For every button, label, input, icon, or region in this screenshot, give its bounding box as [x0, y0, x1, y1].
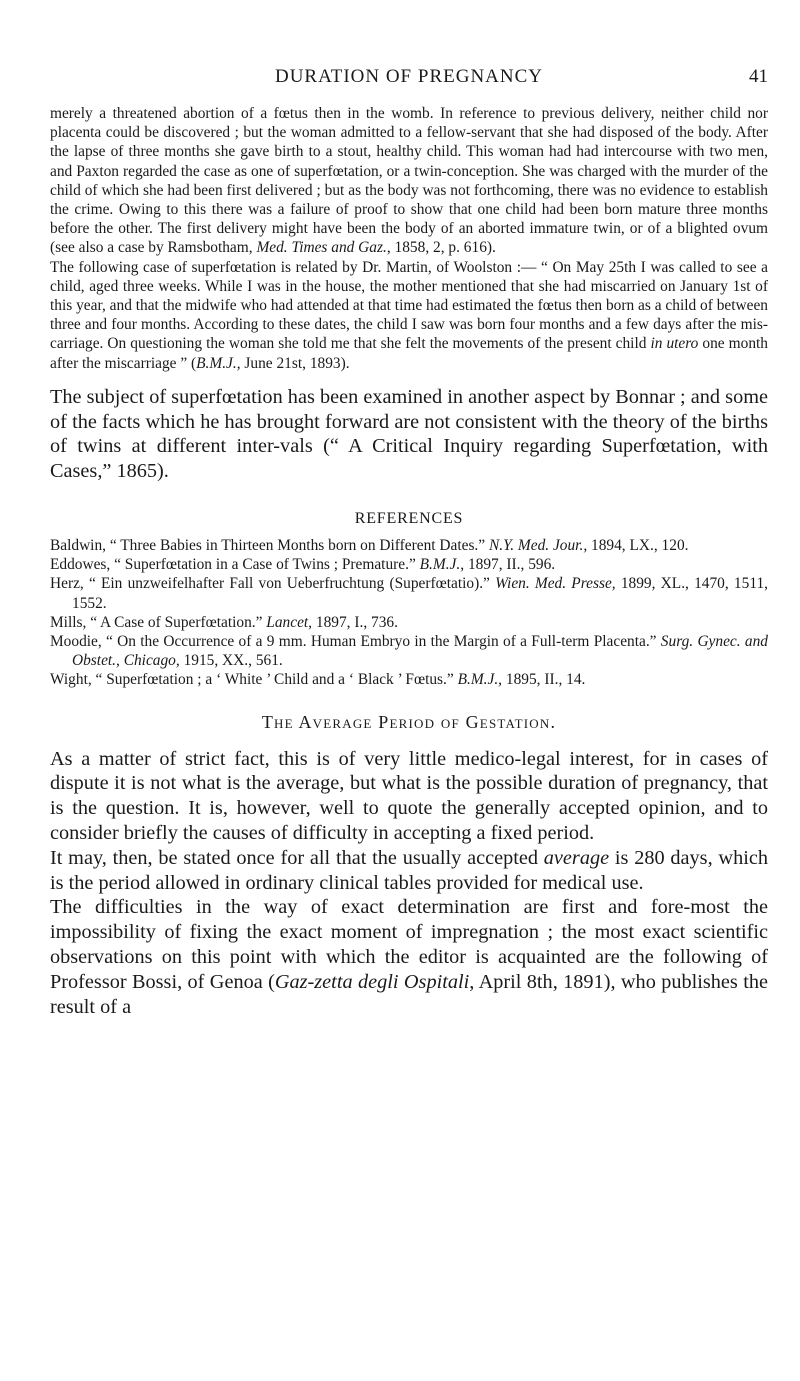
- journal-citation: B.M.J.: [196, 354, 237, 372]
- bonnar-paragraph: The subject of superfœtation has been examined in another aspect by Bonnar ; and some of the facts which he has brought forward are not consistent with the theory of the births of twins at different inter-vals (“ A Critical Inquiry regarding Superfœtation, with Cases,” 1865).: [50, 385, 768, 483]
- reference-item: Baldwin, “ Three Babies in Thirteen Months born on Different Dates.” N.Y. Med. Jour., 1894, LX., 120.: [50, 537, 689, 555]
- journal-citation: Med. Times and Gaz.: [256, 239, 387, 257]
- book-page: [50, 66, 768, 1019]
- emphasis-average: average: [543, 846, 610, 869]
- latin-phrase: in utero: [650, 335, 699, 353]
- page-number: 41: [749, 66, 768, 87]
- martin-text: The following case of superfœtation is related by Dr. Martin, of Woolston :— “ On May 25th I was called to see a child, aged three weeks. While I was in the house, the mother mentioned that she had miscarried on January 1st of this year, and that the midwife who had attended at that time had estimated the fœtus then born as a child of between three and four months. According to these dates, the child I saw was born four months and a few days after the mis-carriage. On questioning the woman she told me that she felt the movements of the present child: [50, 258, 768, 353]
- citation-details: , 1858, 2, p. 616).: [386, 239, 496, 257]
- case-paragraph-martin: [50, 258, 768, 373]
- gestation-paragraph-2: It may, then, be stated once for all that the usually accepted average is 280 days, which is the period allowed in ordinary clinical tables provided for medical use.: [50, 846, 768, 894]
- case-paragraph-paxton: [50, 104, 768, 258]
- references-heading: REFERENCES: [354, 510, 464, 528]
- gestation-paragraph-1: As a matter of strict fact, this is of very little medico-legal interest, for in cases of dispute it is not what is the average, but what is the possible duration of pregnancy, that is the question. It is, however, well to quote the generally accepted opinion, and to consider briefly the causes of difficulty in accepting a fixed period.: [50, 747, 768, 845]
- reference-item: Wight, “ Superfœtation ; a ‘ White ’ Child and a ‘ Black ’ Fœtus.” B.M.J., 1895, II., 14.: [50, 671, 586, 689]
- citation-details: , June 21st, 1893).: [236, 354, 350, 372]
- martin-text-cont: one month after the miscarriage ” (: [50, 335, 768, 372]
- running-head: [50, 66, 768, 94]
- reference-item: Mills, “ A Case of Superfœtation.” Lancet, 1897, I., 736.: [50, 613, 398, 631]
- paxton-text: merely a threatened abortion of a fœtus then in the womb. In reference to previous delivery, neither child nor placenta could be discovered ; but the woman admitted to a fellow-servant that she had disposed of the body. After the lapse of three months she gave birth to a stout, healthy child. This woman had had intercourse with two men, and Paxton regarded the case as one of superfœtation, or a twin-conception. She was charged with the murder of the child of which she had been first delivered ; but as the body was not forthcoming, there was no evidence to establish the crime. Owing to this there was a failure of proof to show that one child had been born mature three months before the other. The first delivery might have been the body of an aborted immature twin, or of a blighted ovum (see also a case by Ramsbotham,: [50, 105, 768, 257]
- journal-citation: Gaz-zetta degli Ospitali: [274, 970, 470, 993]
- reference-item: Herz, “ Ein unzweifelhafter Fall von Ueberfruchtung (Superfœtatio).” Wien. Med. Presse, 1899, XL., 1470, 1511, 1552.: [50, 575, 768, 612]
- section-heading: The Average Period of Gestation.: [261, 711, 557, 732]
- gestation-paragraph-3: The difficulties in the way of exact determination are first and fore-most the impossibility of fixing the exact moment of impregnation ; the most exact scientific observations on this point with which the editor is acquainted are the following of Professor Bossi, of Genoa (Gaz-zetta degli Ospitali, April 8th, 1891), who publishes the result of a: [50, 896, 768, 1018]
- reference-item: Moodie, “ On the Occurrence of a 9 mm. Human Embryo in the Margin of a Full-term Placenta.” Surg. Gynec. and Obstet., Chicago, 1915, XX., 561.: [50, 633, 768, 670]
- reference-item: Eddowes, “ Superfœtation in a Case of Twins ; Premature.” B.M.J., 1897, II., 596.: [50, 556, 556, 574]
- references-list: [50, 536, 768, 690]
- running-title: DURATION OF PREGNANCY: [274, 66, 544, 87]
